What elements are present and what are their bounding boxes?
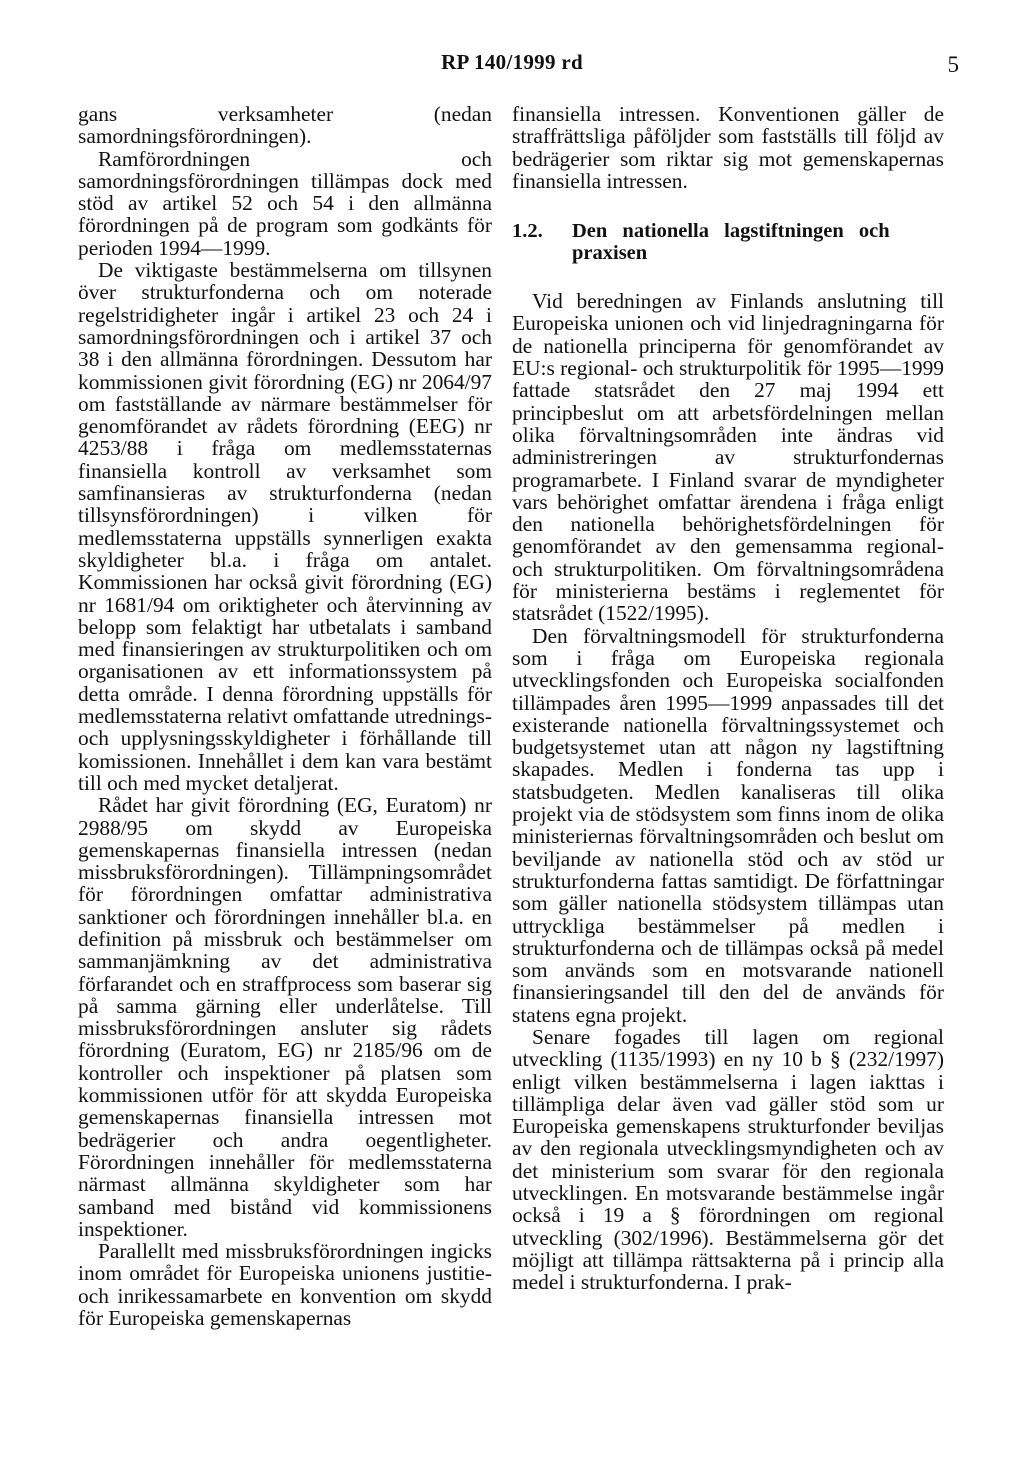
section-number: 1.2. [512,220,543,243]
document-reference: RP 140/1999 rd [441,50,583,74]
right-column [512,103,944,1294]
page-number: 5 [947,52,959,77]
paragraph: gans verksamheter (nedan samordningsförordningen). [78,102,492,149]
paragraph: Ramförordningen och samordningsförordningen tillämpas dock med stöd av artikel 52 och 54 i den allmänna förordningen på de program som godkänts för perioden 1994—1999. [78,146,492,260]
paragraph: Den förvaltningsmodell för strukturfonderna som i fråga om Europeiska regionala utvecklingsfonden och Europeiska socialfonden tillämpades åren 1995—1999 anpassades till det existerande nationella förvaltningssystemet och budgetsystemet utan att någon ny lagstiftning skapades. Medlen i fonderna tas upp i statsbudgeten. Medlen kanaliseras till olika projekt via de stödsystem som finns inom de olika ministeriernas förvaltningsområden och beslut om beviljande av nationella stöd och av stöd ur strukturfonderna fattas samtidigt. De författningar som gäller nationella stödsystem tillämpas utan uttryckliga bestämmelser på medlen i strukturfonderna och de tillämpas också på medel som används som en motsvarande nationell finansieringsandel till den del de används för statens egna projekt. [512,623,944,1027]
paragraph: Vid beredningen av Finlands anslutning till Europeiska unionen och vid linjedragningarna för de nationella principerna för genomförandet av EU:s regional- och strukturpolitik för 1995—1999 fattade statsrådet den 27 maj 1994 ett principbeslut om att arbetsfördelningen mellan olika förvaltningsområden inte ändras vid administreringen av strukturfondernas programarbete. I Finland svarar de myndigheter vars behörighet omfattar ärendena i fråga enligt den nationella behörighetsfördelningen för genomförandet av den gemensamma regional- och strukturpolitiken. Om förvaltningsområdena för ministerierna bestäms i reglementet för statsrådet (1522/1995). [512,289,944,626]
section-title: Den nationella lagstiftningen och praxisen [572,220,890,265]
paragraph: De viktigaste bestämmelserna om tillsynen över strukturfonderna och om noterade regelstridigheter ingår i artikel 23 och 24 i samordningsförordningen och i artikel 37 och 38 i den allmänna förordningen. Dessutom har kommissionen givit förordning (EG) nr 2064/97 om fastställande av närmare bestämmelser för genomförandet av rådets förordning (EEG) nr 4253/88 i fråga om medlemsstaternas finansiella kontroll av verksamhet som samfinansieras av strukturfonderna (nedan tillsynsförordningen) i vilken för medlemsstaterna uppställs synnerligen exakta skyldigheter bl.a. i fråga om antalet. Kommissionen har också givit förordning (EG) nr 1681/94 om oriktigheter och återvinning av belopp som felaktigt har utbetalats i samband med finansieringen av strukturpolitiken och om organisationen av ett informationssystem på detta område. I denna förordning uppställs för medlemsstaterna relativt omfattande utrednings- och upplysningsskyldigheter i förhållande till komissionen. Innehållet i dem kan vara bestämt till och med mycket detaljerat. [78,258,493,795]
paragraph: Rådet har givit förordning (EG, Euratom) nr 2988/95 om skydd av Europeiska gemenskapernas finansiella intressen (nedan missbruksförordningen). Tillämpningsområdet för förordningen omfattar administrativa sanktioner och förordningen innehåller bl.a. en definition på missbruk och bestämmelser om sammanjämkning av det administrativa förfarandet och en straffprocess som baserar sig på samma gärning eller underlåtelse. Till missbruksförordningen ansluter sig rådets förordning (Euratom, EG) nr 2185/96 om de kontroller och inspektioner på platsen som kommissionen utför för att skydda Europeiska gemenskapernas finansiella intressen mot bedrägerier och andra oegentligheter. Förordningen innehåller för medlemsstaterna närmast allmänna skyldigheter som har samband med bistånd vid kommissionens inspektioner. [78,793,492,1241]
paragraph: finansiella intressen. Konventionen gäller de straffrättsliga påföljder som fastställs till följd av bedrägerier som riktar sig mot gemenskapernas finansiella intressen. [512,102,944,193]
page-header [0,50,1024,80]
section-heading [512,220,944,264]
left-column [78,103,492,1329]
paragraph: Senare fogades till lagen om regional utveckling (1135/1993) en ny 10 b § (232/1997) enligt vilken bestämmelserna i lagen iakttas i tillämpliga delar även vad gäller stöd som ur Europeiska gemenskapens strukturfonder beviljas av den regionala utvecklingsmyndigheten och av det ministerium som svarar för den regionala utvecklingen. En motsvarande bestämmelse ingår också i 19 a § förordningen om regional utveckling (302/1996). Bestämmelserna gör det möjligt att tillämpa rättsakterna på i princip alla medel i strukturfonderna. I prak- [512,1024,944,1295]
paragraph: Parallellt med missbruksförordningen ingicks inom området för Europeiska unionens justitie- och inrikessamarbete en konvention om skydd för Europeiska gemenskapernas [78,1239,492,1331]
